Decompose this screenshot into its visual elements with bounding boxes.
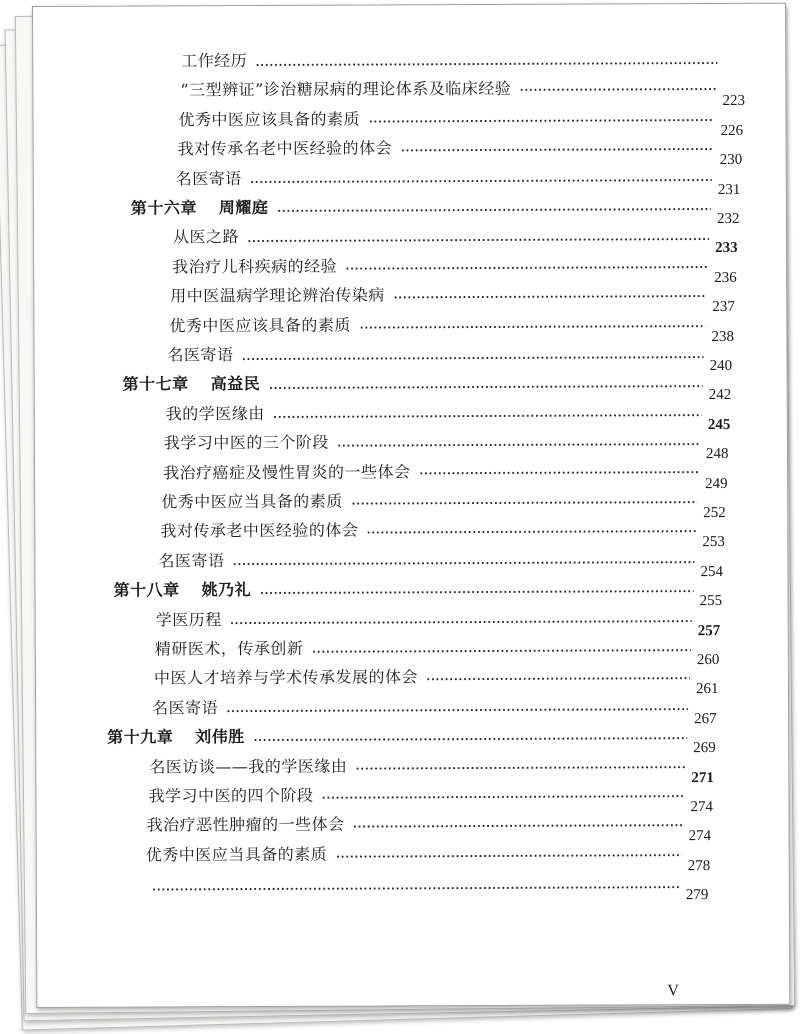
entry-label: 名医访谈——我的学医缘由 [149, 756, 348, 777]
entry-label: “三型辨证”诊治糖尿病的理论体系及临床经验 [180, 79, 512, 100]
entry-label: 我的学医缘由 [165, 403, 265, 424]
dot-leader [337, 443, 700, 447]
entry-label: 名医寄语 [167, 345, 234, 365]
chapter-author-name: 高益民 [210, 374, 261, 394]
entry-label: 中医人才培养与学术传承发展的体会 [153, 667, 418, 688]
page-number: 252 [703, 504, 726, 522]
section-title [156, 607, 222, 630]
toc-section-row [178, 105, 747, 137]
chapter-title [107, 724, 245, 748]
section-title [152, 695, 218, 718]
entry-label: 名医寄语 [175, 168, 242, 188]
page-number: 230 [719, 152, 743, 169]
section-title [178, 106, 360, 130]
dot-leader [345, 266, 708, 270]
toc-section-row [164, 428, 749, 461]
entry-label: 精研医术，传承创新 [154, 638, 304, 659]
toc-section-row [146, 840, 751, 873]
section-title [178, 136, 393, 160]
dot-leader [355, 766, 685, 769]
table-of-contents [33, 4, 785, 904]
dot-leader [226, 709, 688, 713]
section-title [172, 253, 337, 277]
page-number: 271 [691, 769, 714, 786]
toc-section-row [155, 634, 750, 667]
page-number: 245 [707, 416, 731, 433]
page-number: 236 [714, 269, 737, 286]
toc-page [32, 3, 790, 1008]
entry-label: 名医寄语 [158, 550, 225, 571]
section-title [173, 224, 239, 247]
chapter-author-name: 周耀庭 [218, 197, 269, 218]
section-title [146, 842, 328, 866]
dot-leader [322, 796, 685, 800]
chapter-author-name: 刘伟胜 [195, 727, 245, 747]
dot-leader [366, 531, 696, 534]
toc-section-row [149, 751, 750, 784]
section-title [155, 636, 304, 660]
dot-leader [368, 119, 714, 123]
entry-label: 我治疗恶性肿瘤的一些体会 [146, 815, 345, 835]
section-title [169, 312, 351, 336]
entry-label: 第十九章 [107, 727, 174, 747]
dot-leader [273, 414, 702, 418]
dot-leader [230, 620, 692, 624]
toc-section-row [160, 516, 749, 549]
section-title [158, 548, 224, 571]
toc-section-row [156, 604, 750, 637]
page-number: 267 [694, 710, 717, 727]
page-number: 278 [687, 857, 711, 874]
toc-section-row [180, 75, 747, 110]
entry-label: 优秀中医应当具备的素质 [161, 491, 343, 512]
page-number: 255 [699, 593, 723, 610]
page-number: 238 [711, 328, 734, 345]
entry-label: 第十七章 [122, 374, 189, 394]
page-number: 269 [693, 740, 716, 757]
toc-section-row [154, 663, 750, 696]
dot-leader [393, 295, 706, 298]
page-number: 254 [700, 563, 724, 580]
dot-leader [253, 738, 687, 742]
toc-section-row [170, 281, 748, 314]
page-number: 261 [695, 681, 719, 698]
section-title [160, 518, 358, 542]
toc-chapter-row [107, 722, 750, 755]
toc-section-row [163, 457, 749, 490]
dot-leader [335, 854, 681, 858]
chapter-title [131, 195, 269, 219]
dot-leader [247, 238, 709, 242]
dot-leader [351, 501, 697, 505]
entry-label: 优秀中医应该具备的素质 [178, 109, 361, 130]
dot-leader [259, 591, 693, 595]
page-number: 223 [722, 93, 745, 110]
page-number: 249 [705, 475, 728, 492]
section-title [149, 753, 347, 777]
dot-leader [255, 62, 717, 66]
entry-label: 第十八章 [113, 580, 180, 600]
section-title [161, 489, 343, 513]
chapter-title [123, 371, 261, 395]
entry-label: 我对传承老中医经验的体会 [160, 520, 359, 541]
entry-label: 用中医温病学理论辨治传染病 [170, 285, 385, 306]
page-number: 237 [712, 299, 735, 316]
entry-label: 我学习中医的四个阶段 [148, 785, 314, 806]
toc-section-row [148, 781, 750, 814]
section-title [147, 812, 345, 836]
toc-section-row [166, 399, 749, 432]
page-number: 274 [688, 828, 712, 845]
chapter-title [113, 577, 251, 601]
toc-section-row [181, 46, 747, 78]
toc-section-row [169, 310, 748, 343]
section-title [148, 783, 313, 807]
dot-leader [152, 886, 680, 890]
page-number: 260 [696, 652, 720, 669]
page-folio: V [667, 982, 679, 1000]
dot-leader [353, 825, 683, 828]
section-title [154, 665, 418, 689]
dot-leader [419, 471, 699, 474]
entry-label: 学医历程 [155, 609, 222, 630]
entry-label: 第十六章 [130, 198, 197, 218]
dot-leader [426, 677, 690, 680]
entry-label: 我对传承名老中医经验的体会 [177, 138, 393, 159]
toc-chapter-row [131, 193, 748, 226]
toc-section-row [172, 252, 748, 285]
toc-section-row [173, 222, 748, 255]
dot-leader [311, 649, 690, 653]
section-title [181, 48, 247, 71]
dot-leader [359, 325, 705, 329]
section-title [167, 342, 233, 365]
dot-leader [242, 356, 704, 360]
dot-leader [519, 88, 716, 91]
toc-section-row [152, 693, 750, 726]
dot-leader [250, 179, 712, 183]
section-title [163, 459, 411, 483]
section-title [170, 283, 385, 307]
entry-label: 从医之路 [172, 227, 240, 247]
toc-chapter-row [123, 369, 749, 402]
entry-label: 我治疗儿科疾病的经验 [172, 256, 338, 277]
page-number: 233 [715, 240, 738, 257]
toc-section-row [177, 134, 748, 169]
entry-label: 名医寄语 [152, 697, 219, 718]
dot-leader [277, 208, 711, 212]
page-number: 240 [709, 357, 733, 375]
toc-section-row [147, 810, 751, 843]
page-number: 232 [716, 210, 740, 228]
toc-section-row [161, 487, 749, 520]
chapter-author-name: 姚乃礼 [201, 580, 252, 600]
entry-label: 我治疗癌症及慢性胃炎的一些体会 [162, 461, 411, 483]
section-title [166, 401, 265, 424]
page-number: 231 [717, 181, 741, 198]
entry-label: 工作经历 [181, 51, 248, 71]
dot-leader [268, 385, 702, 389]
entry-label: 优秀中医应该具备的素质 [169, 315, 351, 335]
page-number: 248 [705, 446, 729, 463]
toc-section-row [167, 340, 748, 373]
toc-section-row [158, 546, 749, 579]
section-title [180, 76, 511, 100]
dot-leader [400, 148, 713, 151]
page-number: 274 [690, 799, 714, 816]
section-title [176, 166, 242, 189]
section-title [164, 430, 329, 454]
page-number: 253 [702, 534, 725, 551]
page-number: 279 [685, 887, 709, 904]
dot-leader [233, 562, 695, 566]
toc-chapter-row [113, 575, 749, 608]
entry-label: 我学习中医的三个阶段 [163, 432, 329, 453]
toc-section-row [175, 163, 748, 198]
page-number: 257 [697, 622, 721, 639]
page-number: 226 [720, 122, 744, 139]
toc-section-row [144, 869, 751, 902]
page-number: 242 [708, 387, 732, 404]
entry-label: 优秀中医应当具备的素质 [145, 844, 328, 865]
